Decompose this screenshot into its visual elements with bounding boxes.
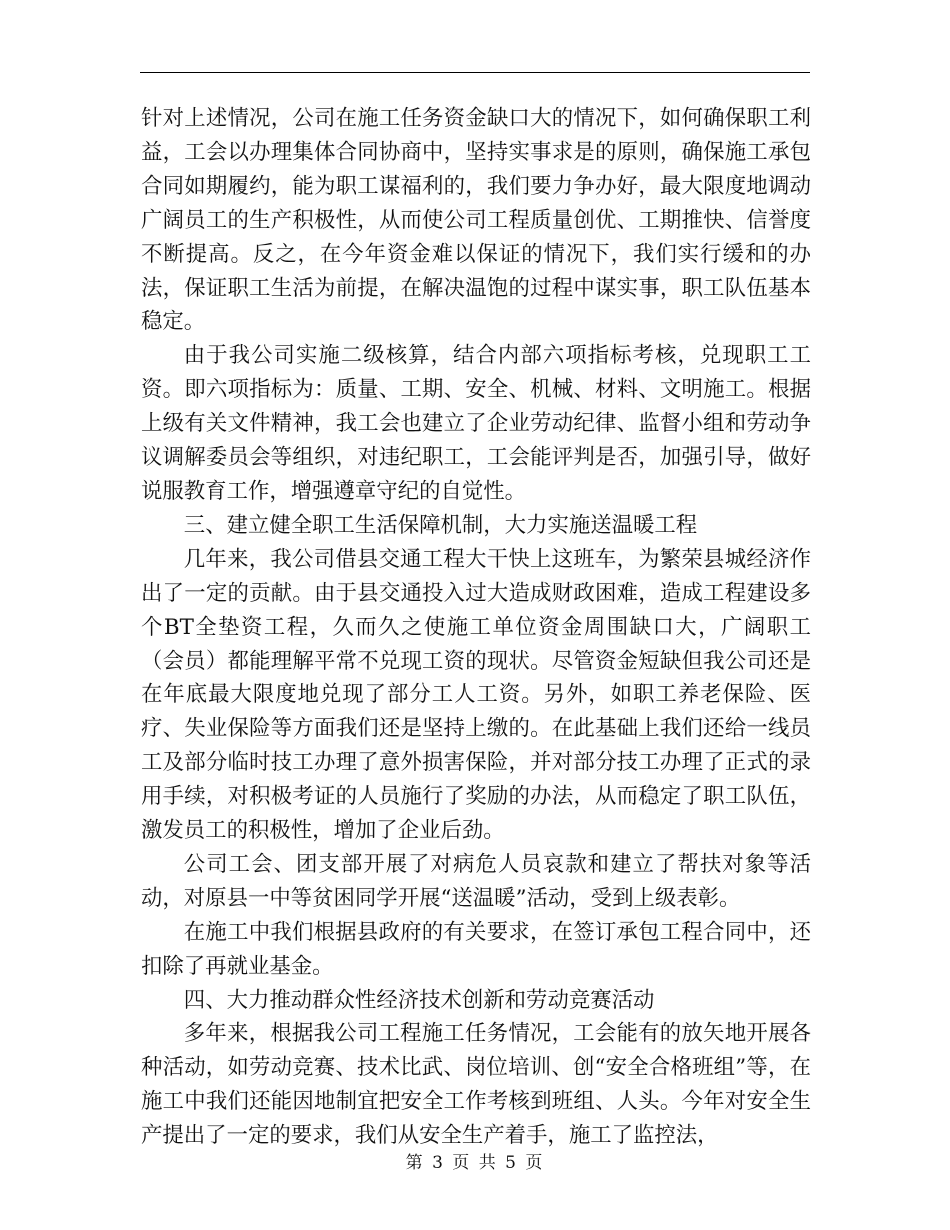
section-heading-3: 三、建立健全职工生活保障机制，大力实施送温暖工程 bbox=[183, 512, 698, 538]
section-heading-4: 四、大力推动群众性经济技术创新和劳动竞赛活动 bbox=[183, 987, 655, 1013]
paragraph-2: 由于我公司实施二级核算，结合内部六项指标考核，兑现职工工资。即六项指标为：质量、工期、安全、机械、材料、文明施工。根据上级有关文件精神，我工会也建立了企业劳动纪律、监督小组和劳动争议调解委员会等组织，对违纪职工，工会能评判是否，加强引导，做好说服教育工作，增强遵章守纪的自觉性。 bbox=[141, 343, 811, 504]
header-rule bbox=[140, 72, 810, 73]
document-body bbox=[141, 102, 811, 1153]
paragraph-4: 几年来，我公司借县交通工程大干快上这班车，为繁荣县城经济作出了一定的贡献。由于县交通投入过大造成财政困难，造成工程建设多个BT全垫资工程，久而久之使施工单位资金周围缺口大，广阔职工（会员）都能理解平常不兑现工资的现状。尽管资金短缺但我公司还是在年底最大限度地兑现了部分工人工资。另外，如职工养老保险、医疗、失业保险等方面我们还是坚持上缴的。在此基础上我们还给一线员工及部分临时技工办理了意外损害保险，并对部分技工办理了正式的录用手续，对积极考证的人员施行了奖励的办法，从而稳定了职工队伍，激发员工的积极性，增加了企业后劲。 bbox=[141, 546, 811, 844]
paragraph-8: 多年来，根据我公司工程施工任务情况，工会能有的放矢地开展各种活动，如劳动竞赛、技术比武、岗位培训、创“安全合格班组”等，在施工中我们还能因地制宜把安全工作考核到班组、人头。今年对安全生产提出了一定的要求，我们从安全生产着手，施工了监控法， bbox=[141, 1021, 811, 1149]
paragraph-1: 针对上述情况，公司在施工任务资金缺口大的情况下，如何确保职工利益，工会以办理集体合同协商中，坚持实事求是的原则，确保施工承包合同如期履约，能为职工谋福利的，我们要力争办好，最大限度地调动广阔员工的生产积极性，从而使公司工程质量创优、工期推快、信誉度不断提高。反之，在今年资金难以保证的情况下，我们实行缓和的办法，保证职工生活为前提，在解决温饱的过程中谋实事，职工队伍基本稳定。 bbox=[141, 106, 811, 335]
page-footer: 第 3 页 共 5 页 bbox=[405, 1153, 545, 1173]
paragraph-6: 在施工中我们根据县政府的有关要求，在签订承包工程合同中，还扣除了再就业基金。 bbox=[141, 919, 811, 979]
paragraph-5: 公司工会、团支部开展了对病危人员哀款和建立了帮扶对象等活动，对原县一中等贫困同学开展“送温暖”活动，受到上级表彰。 bbox=[141, 851, 811, 911]
